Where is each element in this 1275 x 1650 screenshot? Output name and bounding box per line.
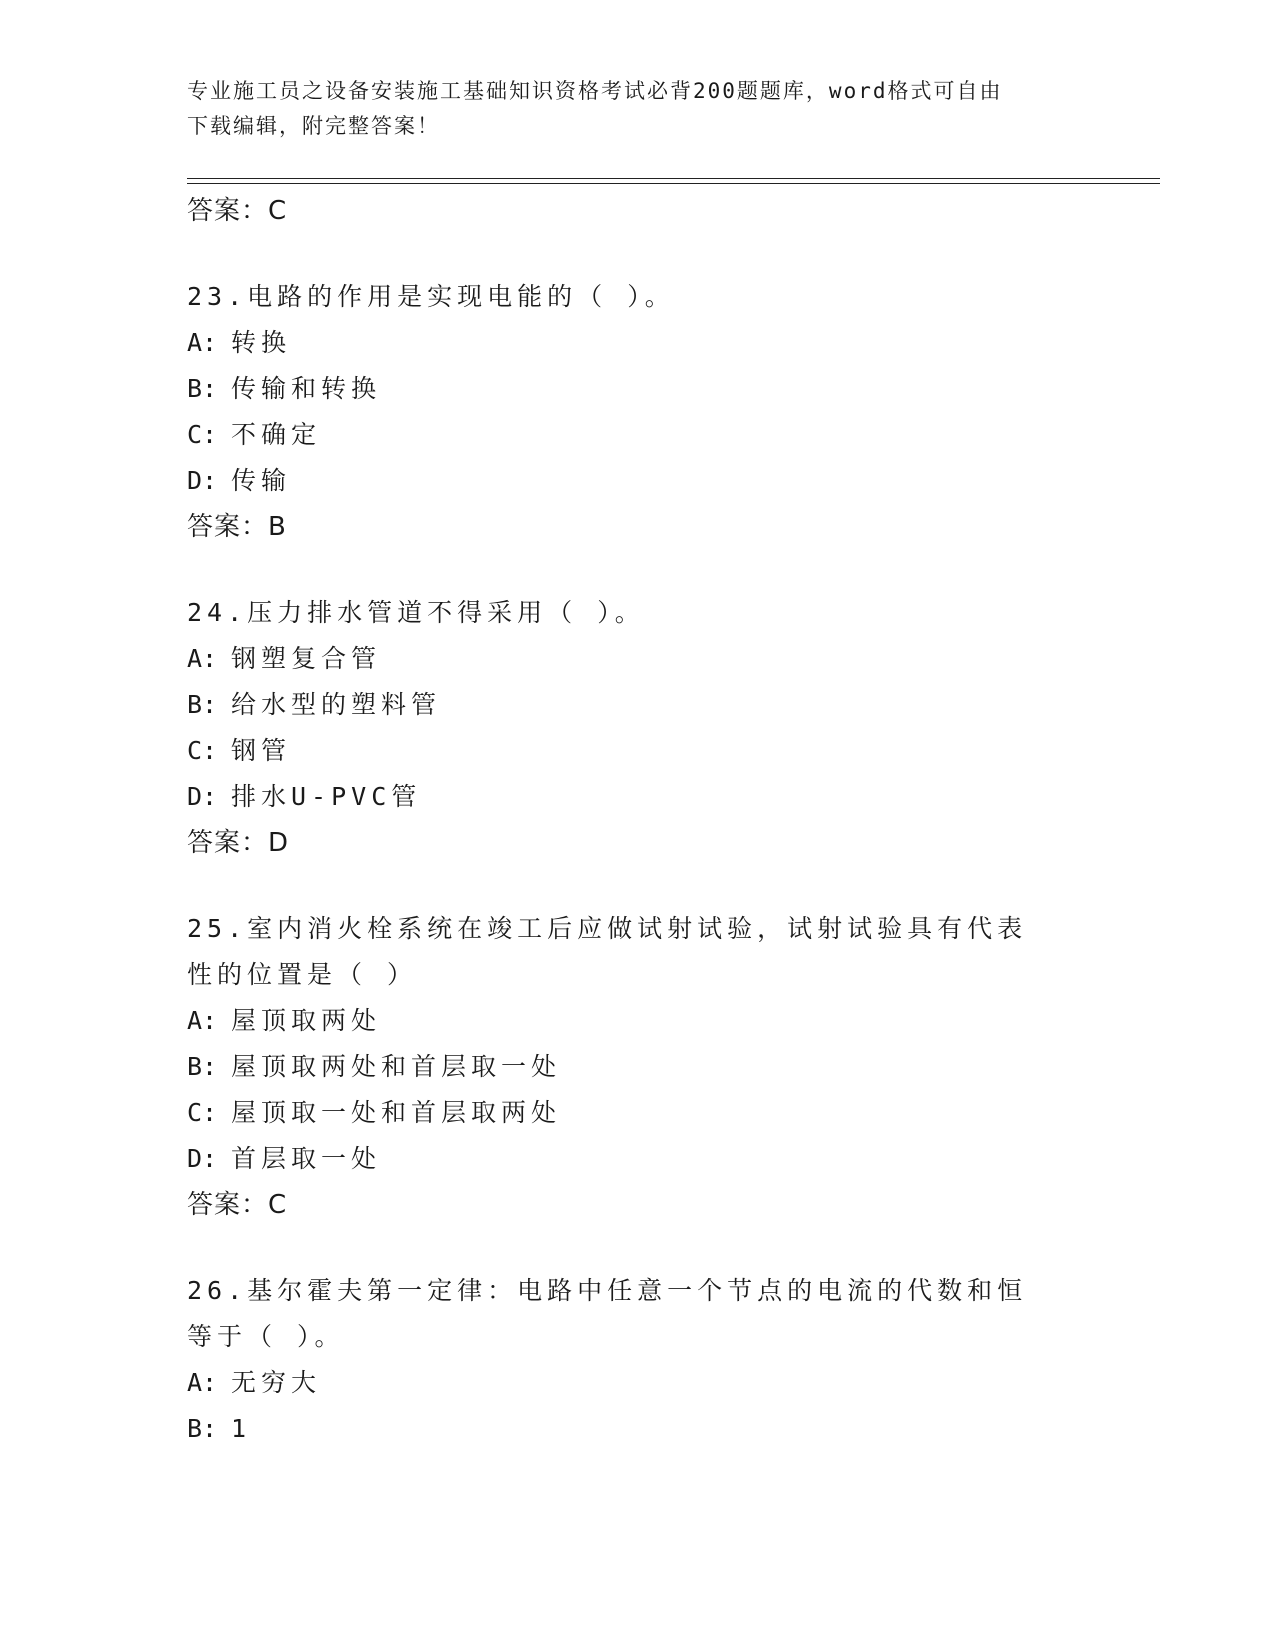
question-25 xyxy=(187,906,1087,1228)
option-b xyxy=(187,1044,1087,1090)
option-text: 不确定 xyxy=(231,420,322,449)
question-26 xyxy=(187,1268,1087,1452)
question-text: 23.电路的作用是实现电能的（ ）。 xyxy=(187,282,675,311)
option-text: 钢塑复合管 xyxy=(231,644,382,673)
option-a xyxy=(187,320,1087,366)
option-text: 屋顶取两处 xyxy=(231,1006,382,1035)
answer-line: 答案：C xyxy=(187,196,288,226)
option-key: C: xyxy=(187,736,218,765)
option-d xyxy=(187,774,1087,820)
question-text: 25.室内消火栓系统在竣工后应做试射试验，试射试验具有代表性的位置是（ ） xyxy=(187,914,1028,989)
question-list xyxy=(187,188,1087,1452)
header-line-2: 下载编辑，附完整答案！ xyxy=(187,114,440,138)
option-a xyxy=(187,998,1087,1044)
option-a xyxy=(187,636,1087,682)
answer-line: 答案：D xyxy=(187,828,290,858)
option-text: 无穷大 xyxy=(231,1368,322,1397)
option-text: 钢管 xyxy=(231,736,292,765)
option-key: B: xyxy=(187,690,218,719)
option-key: D: xyxy=(187,466,218,495)
option-c xyxy=(187,728,1087,774)
header-divider-top xyxy=(187,178,1160,179)
option-key: A: xyxy=(187,644,218,673)
option-text: 屋顶取两处和首层取一处 xyxy=(231,1052,562,1081)
option-text: 传输和转换 xyxy=(231,374,382,403)
question-text: 24.压力排水管道不得采用（ ）。 xyxy=(187,598,645,627)
option-key: C: xyxy=(187,420,218,449)
answer-line: 答案：B xyxy=(187,512,287,542)
option-b xyxy=(187,1406,1087,1452)
option-d xyxy=(187,458,1087,504)
option-text: 排水U-PVC管 xyxy=(231,782,422,811)
option-key: D: xyxy=(187,782,218,811)
option-c xyxy=(187,412,1087,458)
option-c xyxy=(187,1090,1087,1136)
option-key: B: xyxy=(187,1052,218,1081)
question-text: 26.基尔霍夫第一定律：电路中任意一个节点的电流的代数和恒等于（ ）。 xyxy=(187,1276,1028,1351)
option-b xyxy=(187,682,1087,728)
option-key: A: xyxy=(187,1368,218,1397)
header-divider-bottom xyxy=(187,183,1160,184)
option-text: 屋顶取一处和首层取两处 xyxy=(231,1098,562,1127)
document-header xyxy=(187,74,1087,144)
option-key: A: xyxy=(187,1006,218,1035)
option-key: D: xyxy=(187,1144,218,1173)
answer-line: 答案：C xyxy=(187,1190,288,1220)
option-text: 给水型的塑料管 xyxy=(231,690,442,719)
header-line-1: 专业施工员之设备安装施工基础知识资格考试必背200题题库，word格式可自由 xyxy=(187,79,1003,103)
option-text: 传输 xyxy=(231,466,292,495)
option-key: B: xyxy=(187,374,218,403)
option-key: A: xyxy=(187,328,218,357)
option-a xyxy=(187,1360,1087,1406)
option-key: C: xyxy=(187,1098,218,1127)
option-b xyxy=(187,366,1087,412)
question-24 xyxy=(187,590,1087,866)
option-d xyxy=(187,1136,1087,1182)
option-key: B: xyxy=(187,1414,218,1443)
question-23 xyxy=(187,274,1087,550)
option-text: 转换 xyxy=(231,328,292,357)
option-text: 首层取一处 xyxy=(231,1144,382,1173)
option-text: 1 xyxy=(231,1414,252,1443)
